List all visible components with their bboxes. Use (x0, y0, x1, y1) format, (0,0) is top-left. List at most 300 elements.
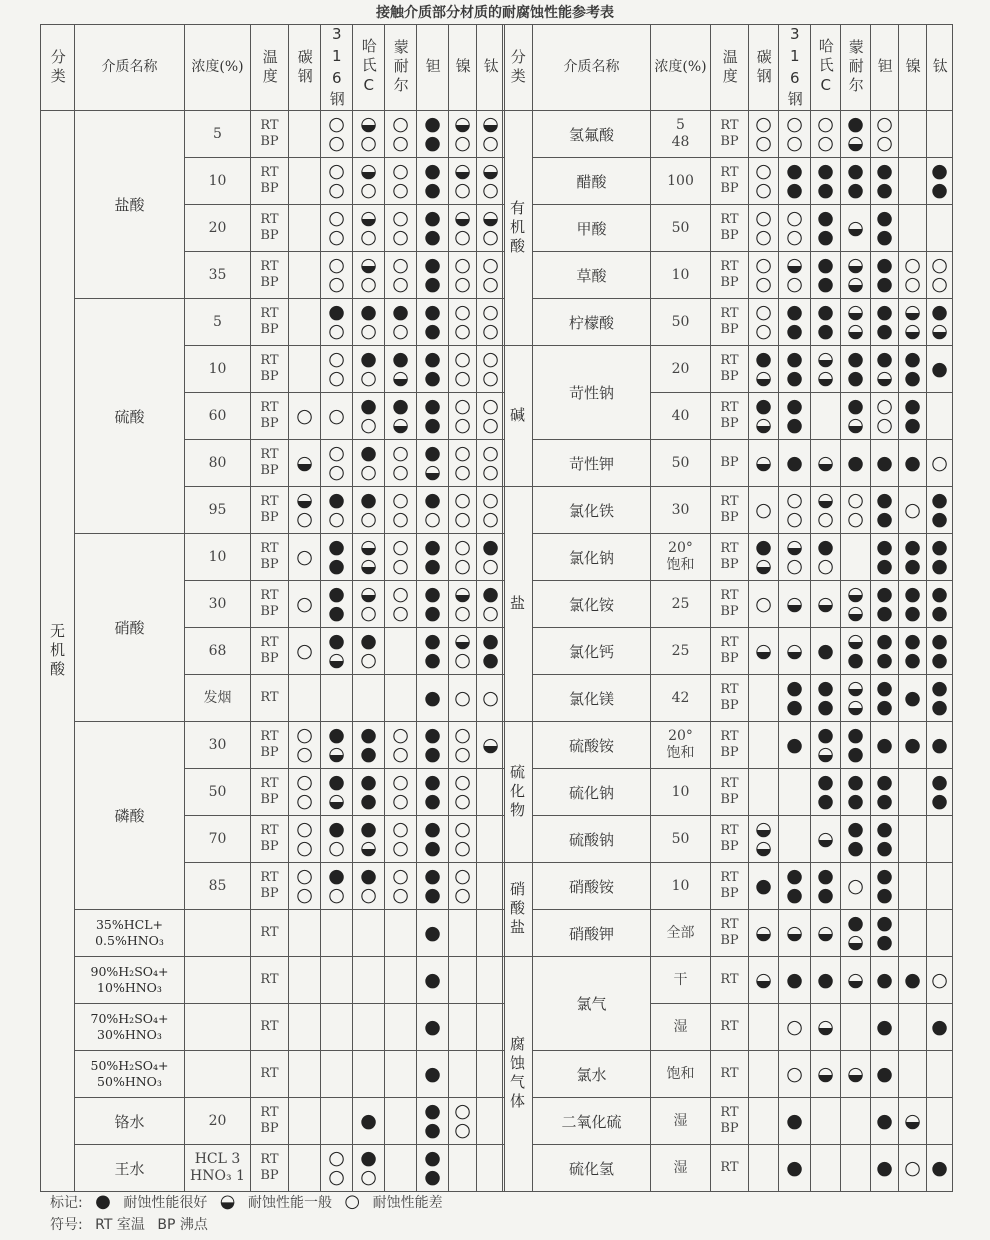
medium-cell (533, 769, 651, 816)
good-symbol-icon: ● (95, 1191, 111, 1212)
left-corrosion-table (40, 24, 505, 1192)
rating-symbol-icon: ● (424, 160, 441, 182)
rating-cell (779, 722, 811, 769)
rating-symbol-icon: ○ (755, 254, 772, 276)
rating-symbol-icon: ● (847, 649, 864, 671)
rating-cell (871, 722, 899, 769)
header-temperature-text: 温度 (260, 48, 279, 87)
category-label: 有机酸 (508, 199, 526, 257)
rating-symbol-icon: ○ (360, 508, 377, 530)
rating-symbol-icon: ◒ (454, 160, 471, 182)
rating-cell (927, 487, 953, 534)
temperature-cell (711, 393, 749, 440)
medium-cell (533, 1145, 651, 1192)
rating-symbol-icon: ● (424, 583, 441, 605)
concentration-value: 发烟 (203, 689, 232, 706)
rating-cell (899, 534, 927, 581)
rating-symbol-icon: ◒ (847, 132, 864, 154)
rating-symbol-icon: ○ (454, 320, 471, 342)
header-category-text: 分类 (48, 48, 67, 87)
rating-symbol-icon: ◒ (454, 630, 471, 652)
temperature-value: RT (720, 971, 739, 987)
rating-symbol-icon: ○ (482, 179, 499, 201)
temperature-value: BP (260, 651, 279, 666)
category-cell (503, 346, 533, 487)
rating-cell (779, 1098, 811, 1145)
rating-cell (871, 299, 899, 346)
concentration-cell (651, 628, 711, 675)
rating-cell (353, 299, 385, 346)
rating-cell (899, 957, 927, 1004)
medium-name: 氯化钙 (568, 642, 614, 661)
rating-symbol-icon: ○ (786, 226, 803, 248)
concentration-cell (185, 675, 251, 722)
medium-name: 草酸 (576, 266, 607, 285)
rating-cell (749, 534, 779, 581)
rating-cell (841, 1098, 871, 1145)
temperature-value: RT (720, 728, 739, 744)
rating-cell (353, 910, 385, 957)
rating-cell (477, 534, 505, 581)
temperature-value: BP (260, 228, 279, 243)
rating-cell (385, 534, 417, 581)
rating-symbol-icon: ○ (904, 254, 921, 276)
rating-cell (353, 111, 385, 158)
rating-symbol-icon: ○ (392, 508, 409, 530)
rating-cell (289, 252, 321, 299)
concentration-cell (651, 863, 711, 910)
rating-cell (779, 346, 811, 393)
rating-symbol-icon: ◒ (755, 639, 772, 662)
rating-symbol-icon: ● (786, 301, 803, 323)
rating-symbol-icon: ○ (296, 724, 313, 746)
medium-name: 氯水 (576, 1065, 607, 1084)
table-row (503, 581, 953, 628)
rating-symbol-icon: ○ (847, 489, 864, 511)
rating-symbol-icon: ● (904, 686, 921, 709)
rating-symbol-icon: ● (931, 536, 948, 558)
rating-cell (927, 628, 953, 675)
rating-symbol-icon: ● (847, 348, 864, 370)
temperature-cell (711, 1145, 749, 1192)
rating-cell (353, 1004, 385, 1051)
rating-cell (417, 910, 449, 957)
rating-symbol-icon: ◒ (931, 320, 948, 342)
rating-cell (871, 393, 899, 440)
temperature-value: RT (260, 971, 279, 987)
table-row (503, 252, 953, 299)
rating-symbol-icon: ● (424, 743, 441, 765)
concentration-value: 10 (208, 548, 227, 565)
rating-symbol-icon: ● (847, 367, 864, 389)
temperature-cell (711, 111, 749, 158)
rating-symbol-icon: ● (786, 1156, 803, 1179)
rating-cell (779, 957, 811, 1004)
rating-symbol-icon: ● (424, 837, 441, 859)
rating-cell (417, 581, 449, 628)
rating-symbol-icon: ○ (454, 724, 471, 746)
rating-symbol-icon: ○ (755, 207, 772, 229)
rating-cell (417, 440, 449, 487)
rating-cell (289, 816, 321, 863)
rating-cell (353, 346, 385, 393)
legend-symbols (50, 1214, 451, 1236)
concentration-value: 湿 (673, 1159, 688, 1176)
rating-cell (417, 299, 449, 346)
rating-symbol-icon: ○ (392, 602, 409, 624)
rating-symbol-icon: ○ (786, 555, 803, 577)
medium-name: 苛性钠 (568, 384, 614, 402)
rating-cell (477, 252, 505, 299)
rating-cell (749, 1145, 779, 1192)
rating-cell (779, 252, 811, 299)
concentration-value: 饱和 (666, 557, 695, 573)
temperature-value: RT (260, 446, 279, 462)
rating-symbol-icon: ○ (328, 320, 345, 342)
rating-cell (841, 487, 871, 534)
rating-cell (811, 1098, 841, 1145)
rating-symbol-icon: ○ (904, 273, 921, 295)
temperature-cell (251, 393, 289, 440)
rating-cell (927, 1051, 953, 1098)
rating-cell (811, 816, 841, 863)
rating-cell (321, 1145, 353, 1192)
rating-cell (749, 628, 779, 675)
temperature-value: RT (720, 493, 739, 509)
concentration-cell (185, 346, 251, 393)
concentration-cell (185, 581, 251, 628)
rating-symbol-icon: ○ (904, 498, 921, 521)
medium-name: 氯化铁 (568, 501, 614, 520)
rating-symbol-icon: ○ (454, 508, 471, 530)
rating-symbol-icon: ◒ (454, 207, 471, 229)
concentration-cell (185, 205, 251, 252)
concentration-cell (185, 158, 251, 205)
rating-cell (871, 816, 899, 863)
rating-symbol-icon: ● (360, 301, 377, 323)
rating-symbol-icon: ● (876, 348, 893, 370)
rating-symbol-icon: ● (931, 630, 948, 652)
rating-symbol-icon: ○ (755, 320, 772, 342)
rating-cell (927, 205, 953, 252)
medium-name: 35%HCL+ (95, 916, 164, 932)
rating-symbol-icon: ○ (755, 301, 772, 323)
rating-cell (321, 722, 353, 769)
rating-symbol-icon: ● (876, 649, 893, 671)
medium-name: 盐酸 (114, 196, 145, 214)
rating-cell (385, 158, 417, 205)
temperature-value: BP (260, 181, 279, 196)
rating-symbol-icon: ○ (392, 226, 409, 248)
temperature-cell (711, 252, 749, 299)
rating-symbol-icon: ○ (328, 884, 345, 906)
rating-cell (321, 299, 353, 346)
temperature-cell (251, 205, 289, 252)
rating-symbol-icon: ● (876, 696, 893, 718)
medium-name: 90%H₂SO₄+ (90, 963, 169, 979)
temperature-value: BP (260, 745, 279, 760)
concentration-cell (651, 1098, 711, 1145)
rating-symbol-icon: ○ (876, 395, 893, 417)
rating-cell (899, 111, 927, 158)
rating-cell (321, 1004, 353, 1051)
rating-symbol-icon: ● (847, 451, 864, 474)
concentration-value: 42 (671, 689, 690, 706)
rating-cell (477, 158, 505, 205)
rating-cell (899, 487, 927, 534)
rating-cell (779, 393, 811, 440)
rating-symbol-icon: ● (847, 724, 864, 746)
rating-symbol-icon: ○ (360, 649, 377, 671)
rating-symbol-icon: ● (904, 583, 921, 605)
rating-cell (841, 628, 871, 675)
rating-symbol-icon: ○ (482, 301, 499, 323)
rating-cell (749, 863, 779, 910)
rating-symbol-icon: ◒ (817, 1015, 834, 1038)
rating-symbol-icon: ◒ (296, 451, 313, 474)
temperature-value: RT (260, 869, 279, 885)
rating-symbol-icon: ○ (786, 207, 803, 229)
rating-cell (871, 675, 899, 722)
temperature-value: RT (720, 1104, 739, 1120)
rating-cell (321, 675, 353, 722)
concentration-value: 5 (213, 313, 222, 330)
rating-symbol-icon: ○ (876, 113, 893, 135)
rating-cell (927, 158, 953, 205)
rating-symbol-icon: ○ (296, 639, 313, 662)
temperature-cell (711, 863, 749, 910)
rating-cell (385, 863, 417, 910)
rating-symbol-icon: ● (817, 320, 834, 342)
temperature-value: RT (720, 587, 739, 603)
rating-symbol-icon: ○ (755, 160, 772, 182)
rating-symbol-icon: ○ (392, 179, 409, 201)
rating-symbol-icon: ● (904, 367, 921, 389)
header-material-6 (477, 25, 505, 111)
rating-cell (841, 957, 871, 1004)
rating-symbol-icon: ○ (817, 132, 834, 154)
rating-symbol-icon: ● (360, 348, 377, 370)
rating-symbol-icon: ○ (296, 592, 313, 615)
rating-symbol-icon: ● (931, 771, 948, 793)
temperature-cell (251, 440, 289, 487)
concentration-value: 10 (208, 172, 227, 189)
rating-cell (871, 252, 899, 299)
rating-symbol-icon: ● (360, 489, 377, 511)
rating-cell (449, 910, 477, 957)
rating-cell (779, 1145, 811, 1192)
header-material-text: 碳钢 (295, 48, 314, 87)
temperature-cell (711, 1051, 749, 1098)
rating-symbol-icon: ● (424, 1015, 441, 1038)
rating-symbol-icon: ● (360, 818, 377, 840)
rating-cell (289, 205, 321, 252)
rating-symbol-icon: ○ (328, 348, 345, 370)
temperature-cell (251, 816, 289, 863)
rating-cell (811, 158, 841, 205)
header-material-text: 蒙耐尔 (846, 39, 865, 96)
rating-cell (353, 863, 385, 910)
rating-symbol-icon: ◒ (817, 743, 834, 765)
rating-symbol-icon: ○ (482, 555, 499, 577)
rating-cell (841, 111, 871, 158)
rating-cell (385, 581, 417, 628)
rating-symbol-icon: ○ (296, 771, 313, 793)
rating-cell (749, 769, 779, 816)
rating-symbol-icon: ◒ (817, 1062, 834, 1085)
rating-cell (417, 158, 449, 205)
rating-cell (477, 722, 505, 769)
rating-symbol-icon: ● (360, 395, 377, 417)
rating-symbol-icon: ● (876, 677, 893, 699)
temperature-value: RT (720, 1018, 739, 1034)
rating-cell (477, 675, 505, 722)
rating-symbol-icon: ◒ (482, 207, 499, 229)
concentration-value: 85 (208, 877, 227, 894)
rating-symbol-icon: ◒ (817, 921, 834, 944)
rating-symbol-icon: ● (904, 451, 921, 474)
header-material-text: 钛 (930, 58, 949, 77)
rating-symbol-icon: ○ (482, 367, 499, 389)
temperature-cell (251, 1145, 289, 1192)
concentration-cell (185, 1004, 251, 1051)
table-row (503, 722, 953, 769)
rating-cell (289, 299, 321, 346)
rating-symbol-icon: ● (931, 160, 948, 182)
rating-symbol-icon: ● (876, 931, 893, 953)
category-cell (503, 863, 533, 957)
legend-marks (50, 1192, 451, 1214)
temperature-value: BP (260, 463, 279, 478)
rating-symbol-icon: ● (817, 884, 834, 906)
temperature-value: RT (260, 822, 279, 838)
temperature-cell (251, 863, 289, 910)
header-material-text: 钛 (481, 58, 500, 77)
rating-cell (899, 816, 927, 863)
rating-cell (477, 111, 505, 158)
rating-symbol-icon: ● (786, 884, 803, 906)
rating-symbol-icon: ○ (360, 1166, 377, 1188)
concentration-value: 60 (208, 407, 227, 424)
medium-cell (533, 910, 651, 957)
rating-symbol-icon: ● (360, 630, 377, 652)
rating-symbol-icon: ● (786, 367, 803, 389)
rating-cell (927, 675, 953, 722)
rating-symbol-icon: ● (931, 649, 948, 671)
rating-cell (841, 252, 871, 299)
rating-symbol-icon: ◒ (360, 160, 377, 182)
rating-symbol-icon: ○ (454, 1119, 471, 1141)
rating-symbol-icon: ● (876, 273, 893, 295)
table-row (503, 440, 953, 487)
concentration-cell (651, 393, 711, 440)
rating-cell (449, 863, 477, 910)
rating-cell (749, 1004, 779, 1051)
concentration-value: 30 (208, 736, 227, 753)
rating-cell (477, 581, 505, 628)
rating-cell (899, 1145, 927, 1192)
medium-cell (533, 581, 651, 628)
rating-cell (899, 1004, 927, 1051)
temperature-value: BP (720, 698, 739, 713)
medium-cell (533, 111, 651, 158)
rating-cell (749, 581, 779, 628)
rating-cell (353, 205, 385, 252)
rating-cell (749, 158, 779, 205)
header-material-text: 镍 (903, 58, 922, 77)
rating-cell (841, 581, 871, 628)
rating-symbol-icon: ◒ (847, 216, 864, 239)
rating-cell (385, 628, 417, 675)
rating-cell (749, 1098, 779, 1145)
temperature-value: RT (260, 1018, 279, 1034)
rating-symbol-icon: ● (817, 790, 834, 812)
rating-symbol-icon: ● (424, 818, 441, 840)
rating-symbol-icon: ◒ (847, 301, 864, 323)
rating-symbol-icon: ○ (454, 865, 471, 887)
rating-cell (779, 1051, 811, 1098)
rating-symbol-icon: ◒ (360, 536, 377, 558)
temperature-value: BP (720, 181, 739, 196)
medium-cell (75, 957, 185, 1004)
rating-symbol-icon: ◒ (482, 733, 499, 756)
rating-cell (811, 346, 841, 393)
temperature-cell (711, 722, 749, 769)
rating-cell (899, 628, 927, 675)
rating-symbol-icon: ○ (482, 602, 499, 624)
rating-symbol-icon: ● (786, 320, 803, 342)
rating-cell (477, 393, 505, 440)
rating-cell (385, 440, 417, 487)
temperature-cell (711, 534, 749, 581)
concentration-cell (651, 816, 711, 863)
table-row (503, 1051, 953, 1098)
rating-symbol-icon: ○ (328, 1166, 345, 1188)
rating-cell (899, 1098, 927, 1145)
temperature-value: RT (720, 1159, 739, 1175)
rating-cell (779, 111, 811, 158)
rating-symbol-icon: ○ (454, 442, 471, 464)
concentration-cell (185, 534, 251, 581)
concentration-value: 10 (671, 877, 690, 894)
medium-name: 30%HNO₃ (97, 1027, 162, 1042)
rating-cell (417, 205, 449, 252)
rating-symbol-icon: ● (904, 414, 921, 436)
rating-cell (477, 957, 505, 1004)
rating-cell (321, 111, 353, 158)
rating-cell (385, 346, 417, 393)
temperature-value: RT (720, 1065, 739, 1081)
rating-symbol-icon: ○ (328, 461, 345, 483)
medium-cell (533, 628, 651, 675)
rating-symbol-icon: ● (424, 320, 441, 342)
rating-symbol-icon: ● (876, 771, 893, 793)
rating-cell (417, 393, 449, 440)
rating-cell (417, 346, 449, 393)
temperature-cell (251, 1004, 289, 1051)
rating-symbol-icon: ● (931, 357, 948, 380)
rating-cell (477, 910, 505, 957)
rating-symbol-icon: ● (817, 677, 834, 699)
temperature-value: RT (720, 352, 739, 368)
medium-name: 二氧化硫 (561, 1112, 622, 1131)
rating-symbol-icon: ● (360, 865, 377, 887)
medium-cell (533, 299, 651, 346)
rating-cell (749, 440, 779, 487)
rating-cell (927, 440, 953, 487)
rating-symbol-icon: ○ (328, 273, 345, 295)
rating-symbol-icon: ◒ (847, 254, 864, 276)
